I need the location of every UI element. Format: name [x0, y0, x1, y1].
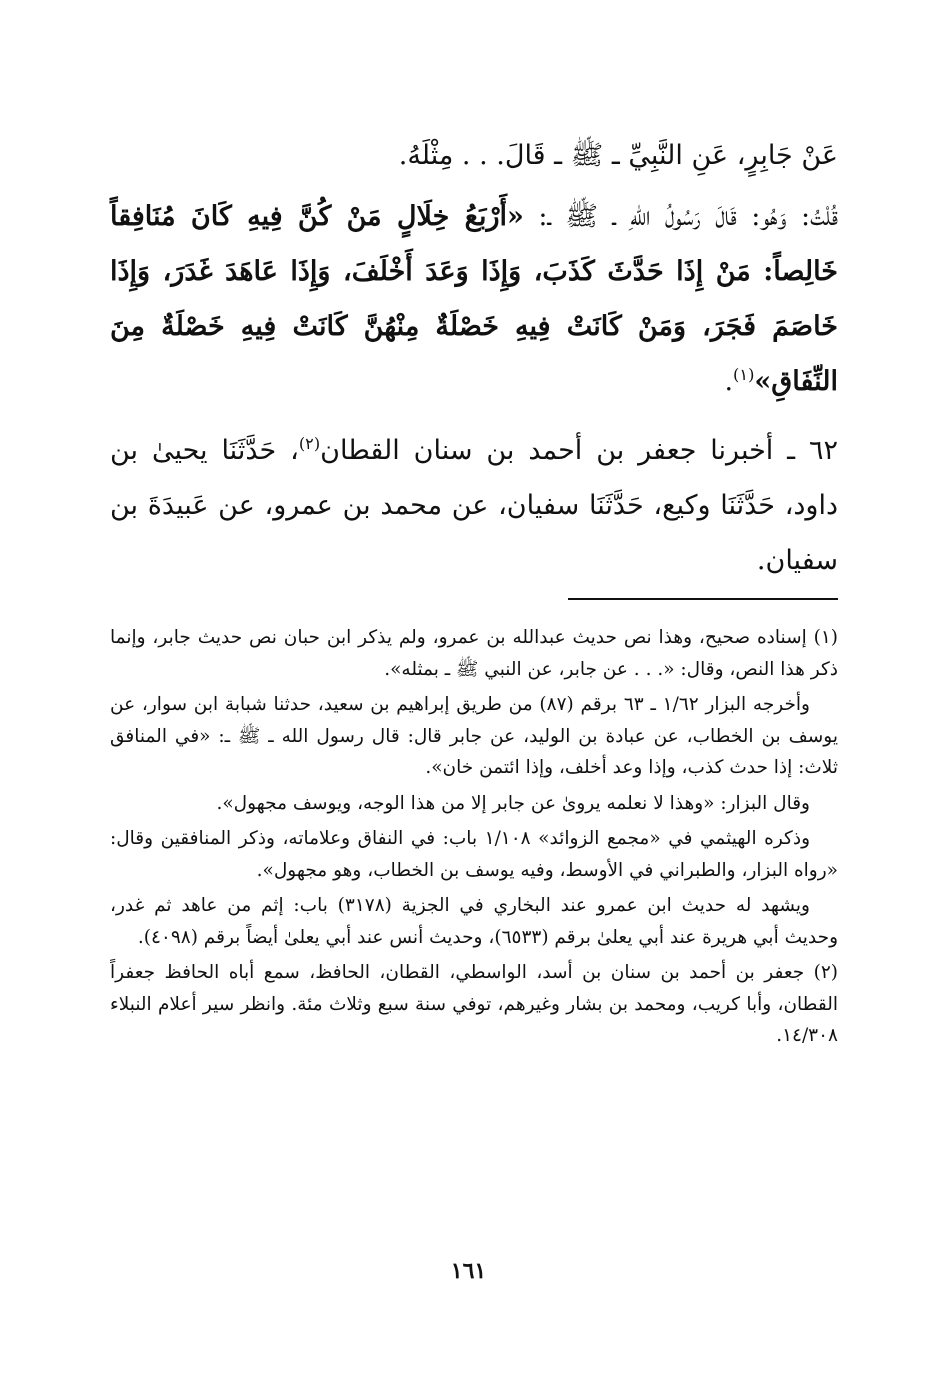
main-text	[110, 128, 838, 588]
footnote-1-b: وأخرجه البزار ١/٦٢ ـ ٦٣ برقم (٨٧) من طريق إبراهيم بن سعيد، حدثنا شبابة ابن سوار، عن يوسف بن الخطاب، عن عبادة بن الوليد، عن جابر قال: قال رسول الله ـ ﷺ ـ: «في المنافق ثلاث: إذا حدث كذب، وإذا وعد أخلف، وإذا ائتمن خان».	[110, 694, 838, 778]
paragraph-62	[110, 423, 838, 588]
paragraph-hadith	[110, 189, 838, 409]
footnote-divider-wrap	[110, 588, 838, 622]
page-number: ١٦١	[450, 1258, 487, 1284]
footnotes	[110, 622, 838, 1052]
footnote-1-d: وذكره الهيثمي في «مجمع الزوائد» ١/١٠٨ باب: في النفاق وعلاماته، وذكر المنافقين وقال: «رواه البزار، والطبراني في الأوسط، وفيه يوسف بن الخطاب، وهو مجهول».	[110, 828, 838, 881]
paragraph-62-a: ٦٢ ـ أخبرنا جعفر بن أحمد بن سنان القطان	[320, 435, 838, 466]
hadith-text: «أَرْبَعُ خِلَالٍ مَنْ كُنَّ فِيهِ كَانَ مُنَافِقاً خَالِصاً: مَنْ إِذَا حَدَّثَ كَذَبَ، وَإِذَا وَعَدَ أَخْلَفَ، وَإِذَا عَاهَدَ غَدَرَ، وَإِذَا خَاصَمَ فَجَرَ، وَمَنْ كَانَتْ فِيهِ خَصْلَةٌ مِنْهُنَّ كَانَتْ فِيهِ خَصْلَةٌ مِنَ النِّفَاقِ»	[110, 201, 838, 397]
footnote-ref-1: (١)	[733, 365, 755, 384]
footnote-2: (٢) جعفر بن أحمد بن سنان بن أسد، الواسطي، القطان، الحافظ، سمع أباه الحافظ جعفراً القطان، وأبا كريب، ومحمد بن بشار وغيرهم، توفي سنة سبع وثلاث مئة. وانظر سير أعلام النبلاء ١٤/٣٠٨.	[110, 962, 838, 1046]
footnote-1-a: (١) إسناده صحيح، وهذا نص حديث عبدالله بن عمرو، ولم يذكر ابن حبان نص حديث جابر، وإنما ذكر هذا النص، وقال: «. . . عن جابر، عن النبي ﷺ ـ بمثله».	[110, 627, 838, 680]
footnote-divider	[568, 598, 838, 600]
footnote-1-e: ويشهد له حديث ابن عمرو عند البخاري في الجزية (٣١٧٨) باب: إثم من عاهد ثم غدر، وحديث أبي هريرة عند أبي يعلىٰ برقم (٦٥٣٣)، وحديث أنس عند أبي يعلىٰ أيضاً برقم (٤٠٩٨).	[110, 895, 838, 948]
footnote-1-c: وقال البزار: «وهذا لا نعلمه يروىٰ عن جابر إلا من هذا الوجه، ويوسف مجهول».	[216, 792, 810, 814]
paragraph-isnad-jabir: عَنْ جَابِرٍ، عَنِ النَّبِيِّ ـ ﷺ ـ قَالَ. . . مِثْلَهُ.	[398, 140, 838, 171]
page-body	[110, 128, 838, 1056]
hadith-intro: قُلْتُ: وَهُو: قَالَ رَسُولُ اللهِ ـ ﷺ ـ:	[523, 201, 839, 232]
hadith-end: .	[724, 366, 734, 397]
footnote-ref-2: (٢)	[298, 434, 321, 453]
paragraph-62-b: ، حَدَّثَنَا يحيىٰ بن داود، حَدَّثَنَا وكيع، حَدَّثَنَا سفيان، عن محمد بن عمرو، عن عَبيدَةَ بن سفيان.	[110, 435, 838, 576]
